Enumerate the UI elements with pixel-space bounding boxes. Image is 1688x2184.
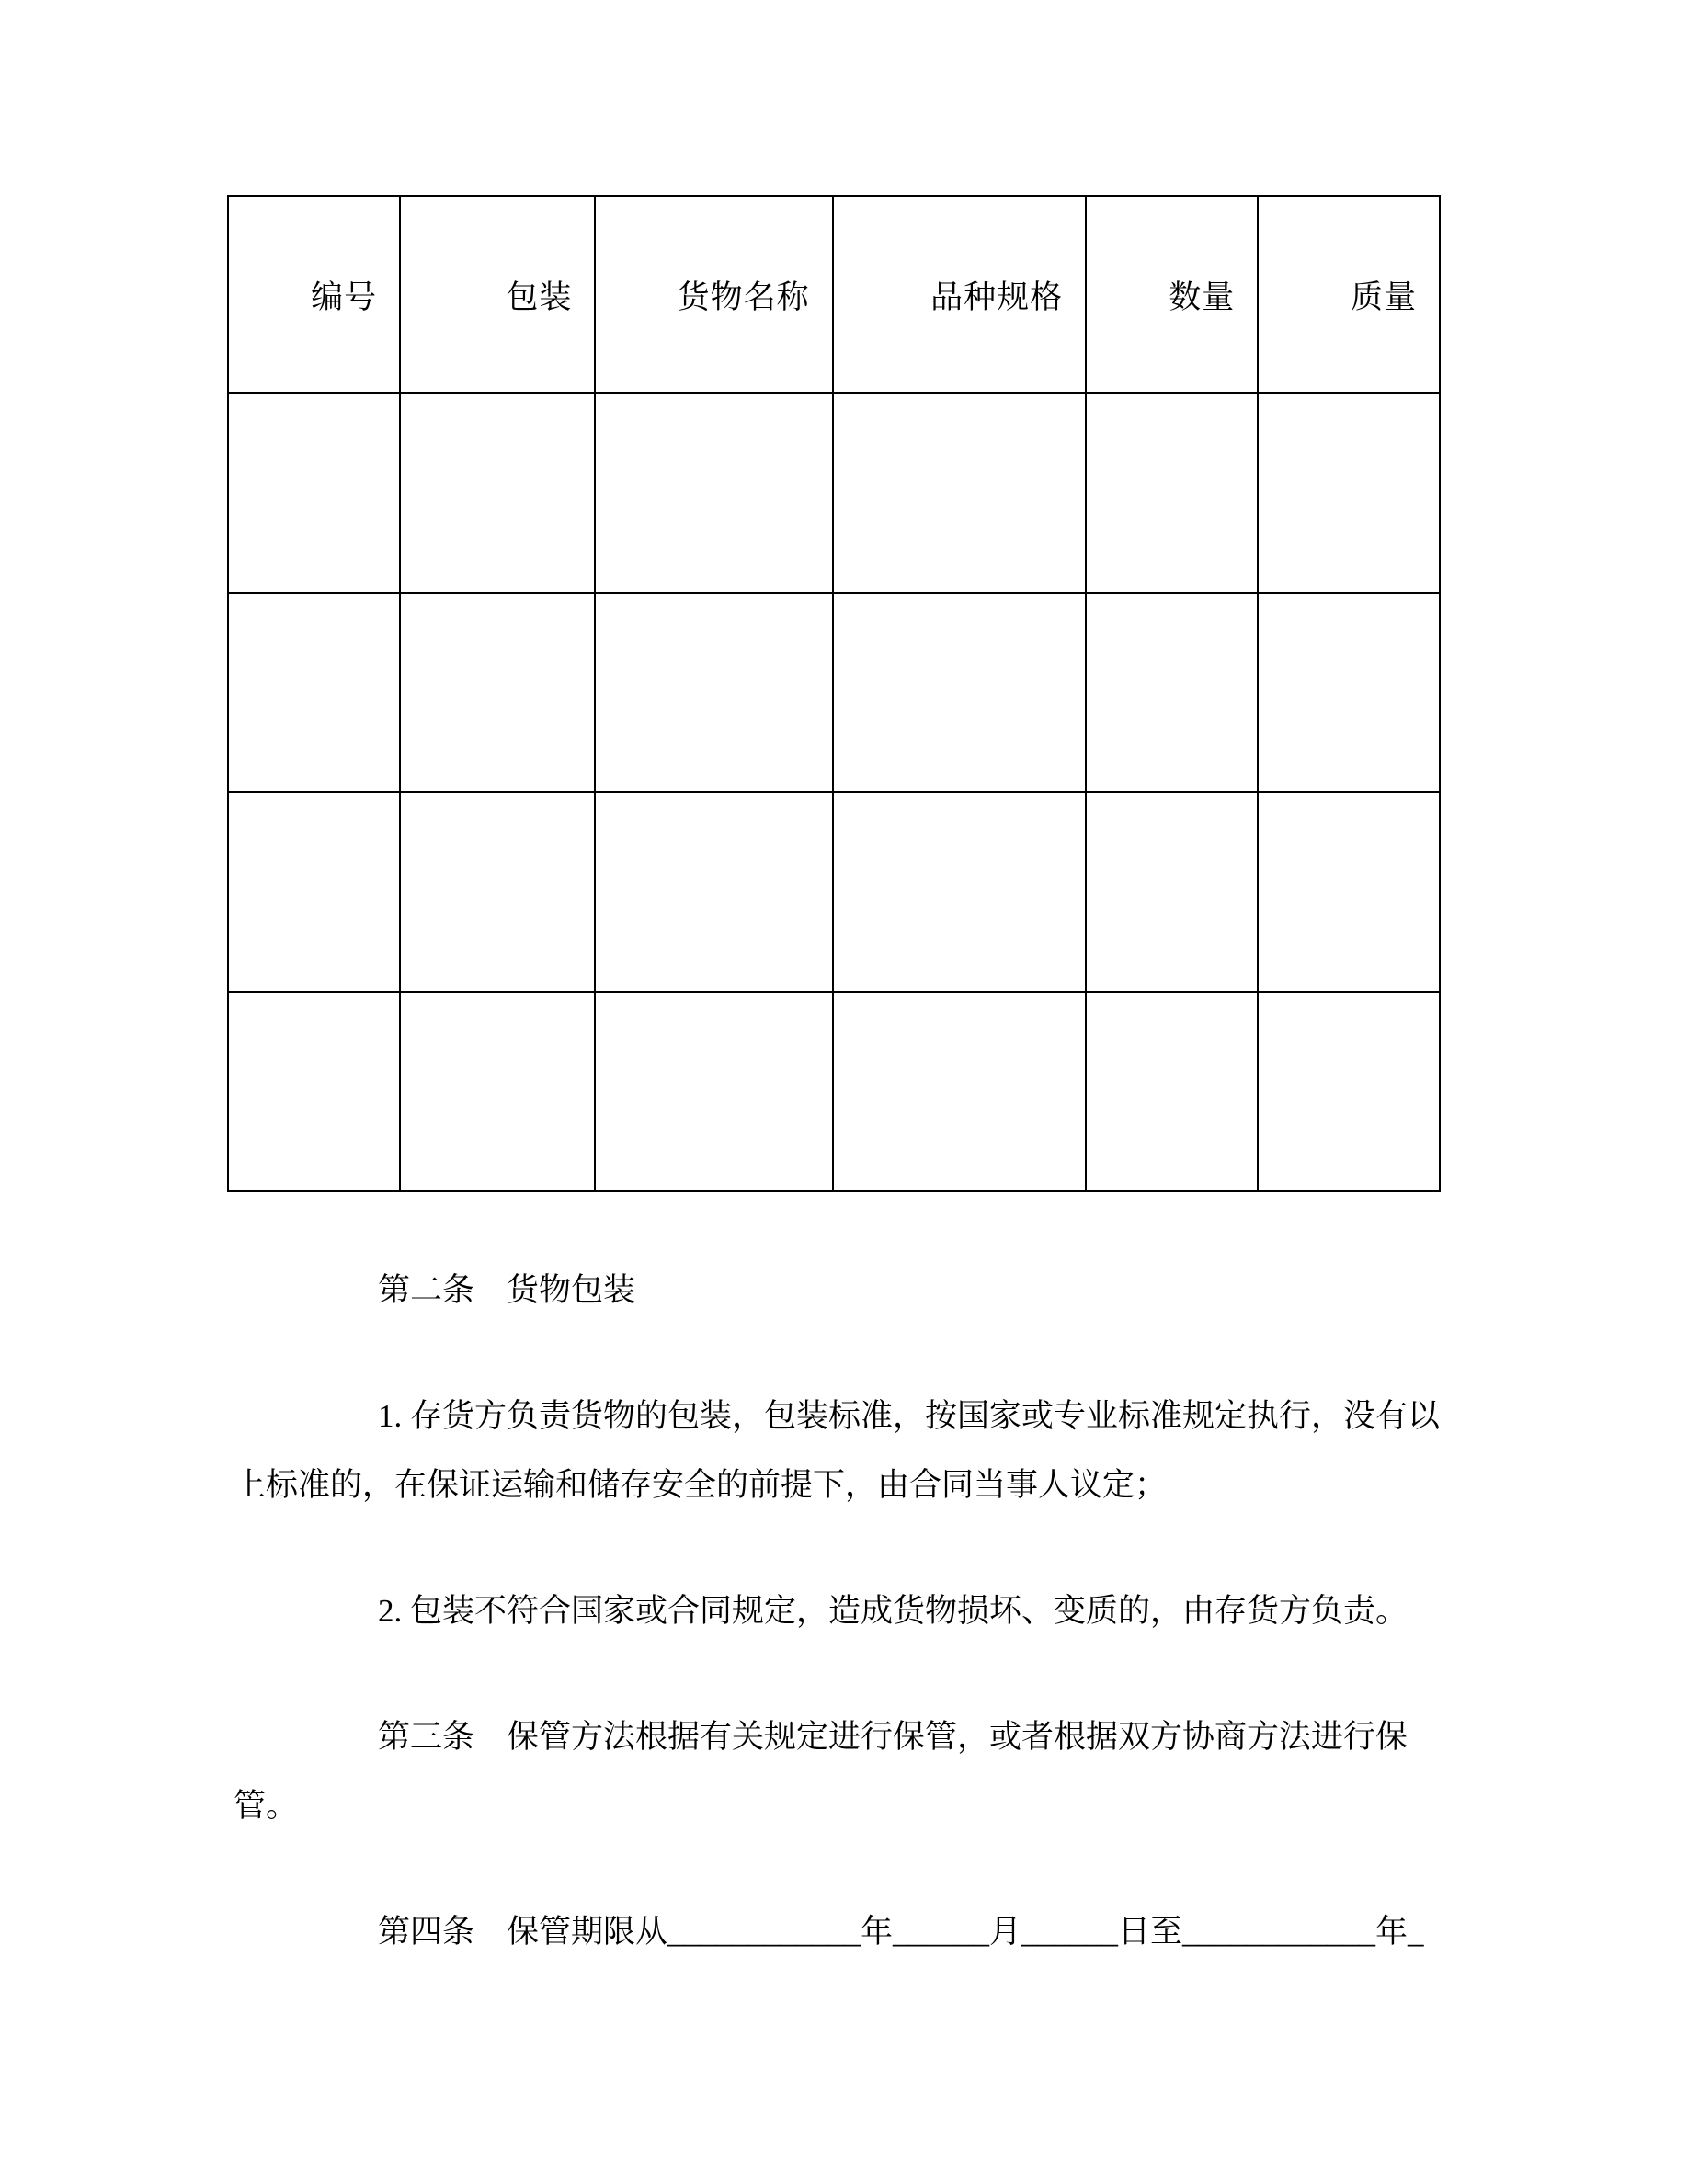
header-cell-number: 编号 (228, 196, 400, 393)
table-cell[interactable] (595, 992, 832, 1191)
clause-2-item-2: 2. 包装不符合国家或合同规定，造成货物损坏、变质的，由存货方负责。 (378, 1593, 1409, 1629)
table-cell[interactable] (595, 792, 832, 992)
header-cell-goods-name: 货物名称 (595, 196, 832, 393)
table-cell[interactable] (1258, 393, 1440, 593)
table-cell[interactable] (228, 393, 400, 593)
clause-2-heading: 第二条 货物包装 (378, 1272, 636, 1308)
table-row (228, 992, 1440, 1191)
clause-4-blank-line: 第四条 保管期限从____________年______月______日至____________年_ (378, 1914, 1424, 1950)
table-cell[interactable] (400, 792, 595, 992)
table-cell[interactable] (1258, 992, 1440, 1191)
table-cell[interactable] (595, 393, 832, 593)
table-row (228, 393, 1440, 593)
table-cell[interactable] (833, 792, 1086, 992)
table-row (228, 792, 1440, 992)
table-row (228, 593, 1440, 792)
table-cell[interactable] (1086, 593, 1258, 792)
goods-table (227, 195, 1441, 1192)
table-cell[interactable] (1086, 992, 1258, 1191)
contract-body (234, 1189, 1457, 1966)
header-cell-packaging: 包装 (400, 196, 595, 393)
table-cell[interactable] (400, 593, 595, 792)
table-cell[interactable] (1258, 792, 1440, 992)
table-cell[interactable] (595, 593, 832, 792)
table-cell[interactable] (833, 393, 1086, 593)
table-cell[interactable] (1086, 393, 1258, 593)
table-cell[interactable] (400, 992, 595, 1191)
table-cell[interactable] (1258, 593, 1440, 792)
clause-3-text: 第三条 保管方法根据有关规定进行保管，或者根据双方协商方法进行保管。 (234, 1719, 1409, 1824)
table-cell[interactable] (400, 393, 595, 593)
clause-2-item-1: 1. 存货方负责货物的包装，包装标准，按国家或专业标准规定执行，没有以上标准的，在保证运输和储存安全的前提下，由合同当事人议定； (234, 1398, 1441, 1503)
table-header-row (228, 196, 1440, 393)
header-cell-quantity: 数量 (1086, 196, 1258, 393)
table-cell[interactable] (228, 593, 400, 792)
header-cell-quality: 质量 (1258, 196, 1440, 393)
table-cell[interactable] (228, 792, 400, 992)
table-cell[interactable] (833, 593, 1086, 792)
header-cell-specification: 品种规格 (833, 196, 1086, 393)
table-cell[interactable] (228, 992, 400, 1191)
table-cell[interactable] (1086, 792, 1258, 992)
table-cell[interactable] (833, 992, 1086, 1191)
